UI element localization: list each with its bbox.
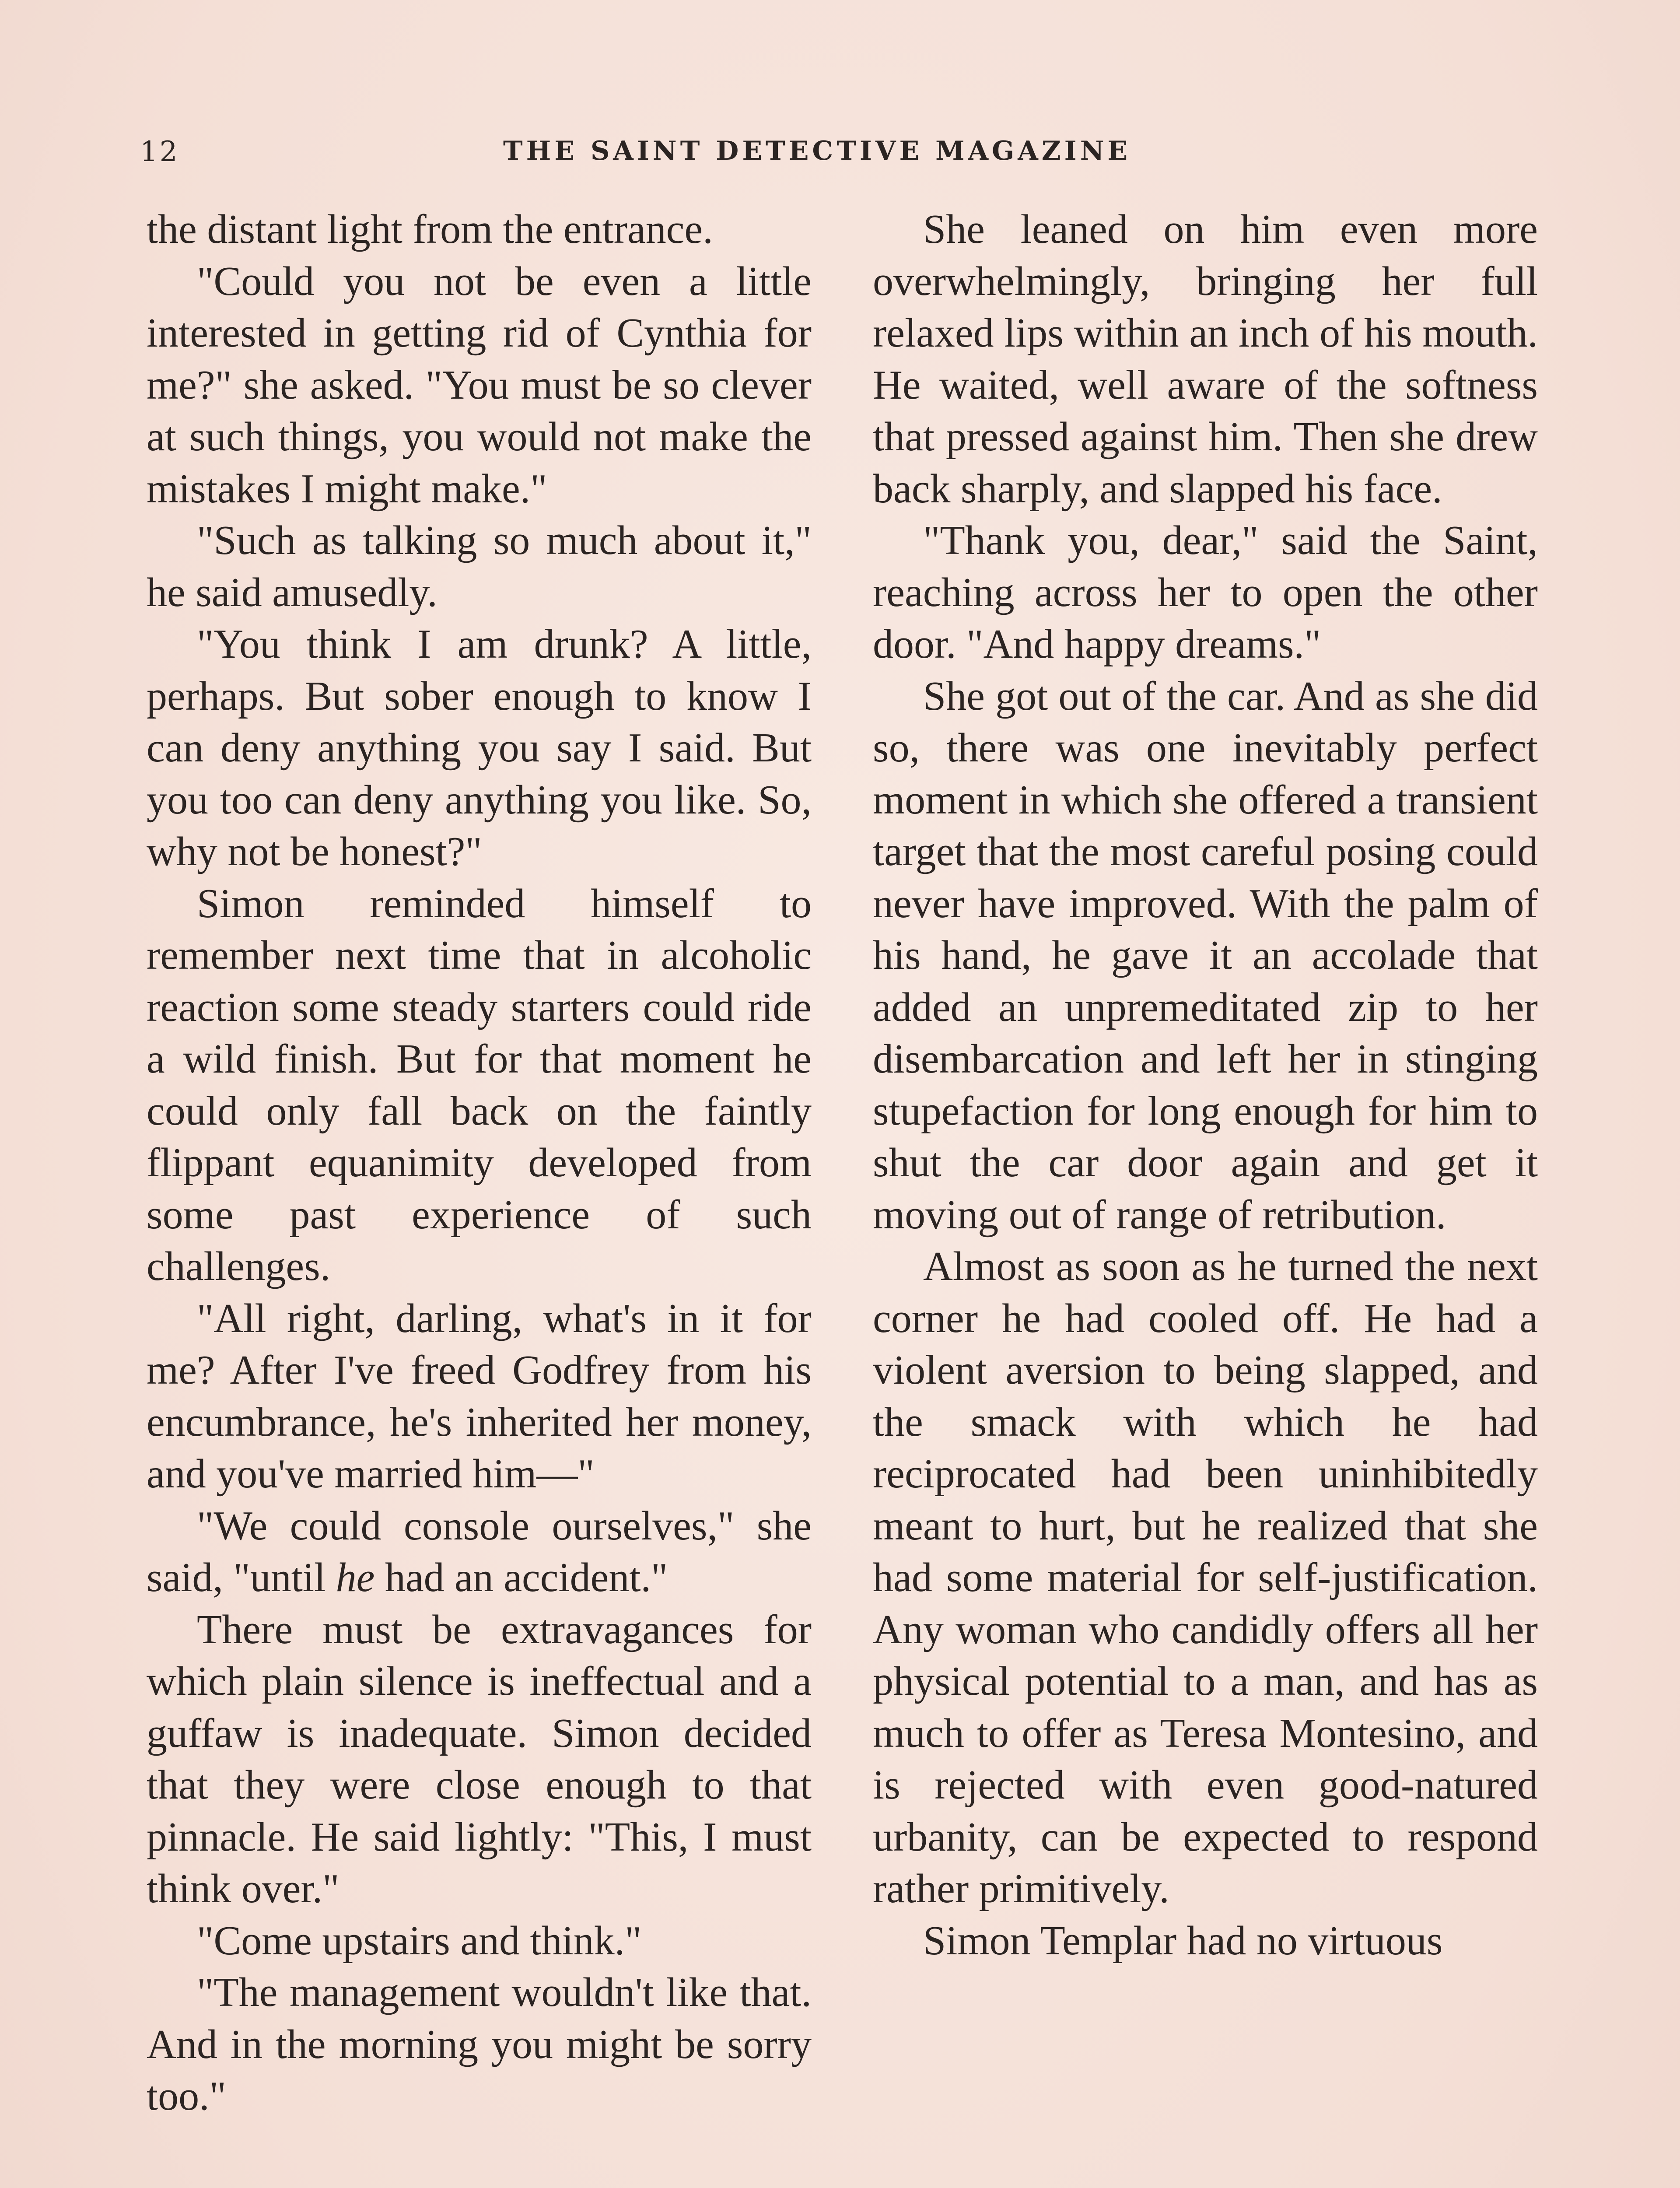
paragraph: She got out of the car. And as she did so, there was one inevitably perfect moment in which she offered a transient target that the most careful posing could never have improved. With the palm of his hand, he gave it an accolade that added an unpremeditated zip to her disembarcation and left her in stinging stupefaction for long enough for him to shut the car door again and get it moving out of range of retribution. (873, 673, 1538, 1238)
paragraph: Almost as soon as he turned the next corner he had cooled off. He had a violent aversion to being slapped, and the smack with which he had reciprocated had been uninhibitedly meant to hurt, but he realized that she had some material for self-justification. Any woman who candidly offers all her physical potential to a man, and has as much to offer as Teresa Montesino, and is rejected with even good-natured urbanity, can be expected to respond rather primitively. (873, 1244, 1538, 1911)
text-run: had an accident." (374, 1555, 668, 1600)
paragraph: "Could you not be even a little interested in getting rid of Cynthia for me?" she asked. "You must be so clever at such things, you would not make the mistakes I might make." (147, 258, 812, 512)
left-column (147, 203, 812, 2122)
paragraph: "Such as talking so much about it," he said amusedly. (147, 518, 812, 615)
paragraph: "You think I am drunk? A little, perhaps. But sober enough to know I can deny anything you say I said. But you too can deny anything you like. So, why not be honest?" (147, 621, 812, 874)
paragraph: "Come upstairs and think." (197, 1918, 642, 1964)
paragraph: There must be extravagances for which plain silence is ineffectual and a guffaw is inadequate. Simon decided that they were close enough to that pinnacle. He said lightly: "This, I must think over." (147, 1606, 812, 1911)
page-number: 12 (140, 136, 179, 168)
paragraph: "All right, darling, what's in it for me? After I've freed Godfrey from his encumbrance, he's inherited her money, and you've married him—" (147, 1295, 812, 1497)
paragraph: Simon reminded himself to remember next time that in alcoholic reaction some steady starters could ride a wild finish. But for that moment he could only fall back on the faintly flippant equanimity developed from some past experience of such challenges. (147, 880, 812, 1289)
text-run: "We could console ourselves," she said, "until (147, 1503, 812, 1600)
magazine-title: THE SAINT DETECTIVE MAGAZINE (503, 136, 1131, 166)
paragraph: Simon Templar had no virtuous (923, 1918, 1443, 1964)
right-column (873, 203, 1538, 1967)
paragraph: "The management wouldn't like that. And in the morning you might be sorry too." (147, 1970, 812, 2119)
paragraph (147, 1500, 812, 1604)
emphasis-text: he (336, 1555, 375, 1600)
paragraph: the distant light from the entrance. (147, 207, 713, 252)
paragraph: She leaned on him even more overwhelmingly, bringing her full relaxed lips within an inch of his mouth. He waited, well aware of the softness that pressed against him. Then she drew back sharply, and slapped his face. (873, 207, 1538, 512)
running-head (140, 131, 1540, 179)
paragraph: "Thank you, dear," said the Saint, reaching across her to open the other door. "And happy dreams." (873, 518, 1538, 667)
